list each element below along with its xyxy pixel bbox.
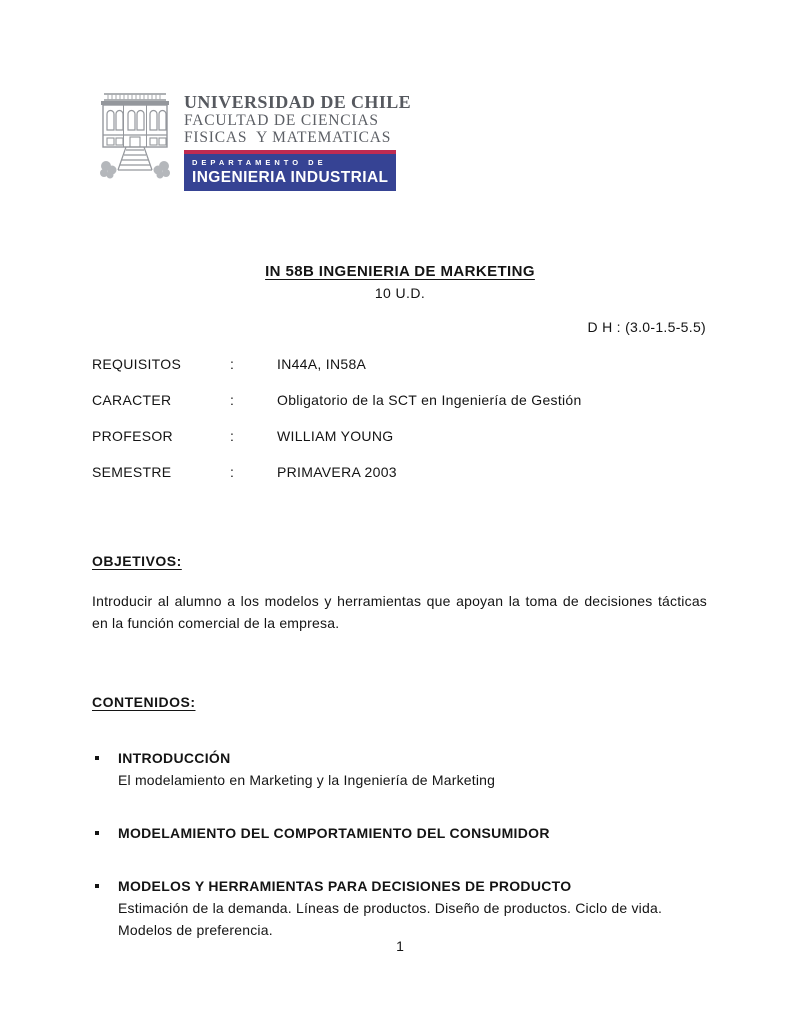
info-value: WILLIAM YOUNG xyxy=(277,428,394,444)
info-label: REQUISITOS xyxy=(92,356,182,372)
university-name: UNIVERSIDAD DE CHILE xyxy=(184,92,412,112)
info-row-requisitos xyxy=(92,356,707,378)
course-credits: 10 U.D. xyxy=(374,285,426,301)
university-building-icon xyxy=(95,90,175,182)
course-title: IN 58B INGENIERIA DE MARKETING xyxy=(265,263,535,280)
bullet-icon xyxy=(95,756,99,760)
course-hours: D H : (3.0-1.5-5.5) xyxy=(587,319,706,335)
info-row-profesor xyxy=(92,428,707,450)
objetivos-heading: OBJETIVOS: xyxy=(92,553,182,569)
info-value: IN44A, IN58A xyxy=(277,356,367,372)
objetivos-paragraph: Introducir al alumno a los modelos y herramientas que apoyan la toma de decisiones tácticas en la función comercial de la empresa. xyxy=(92,593,707,631)
item-title: MODELAMIENTO DEL COMPORTAMIENTO DEL CONSUMIDOR xyxy=(118,825,550,841)
logo-text xyxy=(184,90,411,191)
list-item xyxy=(92,875,707,941)
objetivos-section xyxy=(92,553,707,634)
bullet-icon xyxy=(95,884,99,888)
info-row-caracter xyxy=(92,392,707,414)
item-title: INTRODUCCIÓN xyxy=(118,750,231,766)
info-value: PRIMAVERA 2003 xyxy=(277,464,397,480)
course-info-table xyxy=(92,356,707,500)
contenidos-section xyxy=(92,694,707,941)
item-detail: Estimación de la demanda. Líneas de productos. Diseño de productos. Ciclo de vida. Modelos de preferencia. xyxy=(118,900,663,938)
info-separator: : xyxy=(230,464,235,480)
page-number: 1 xyxy=(396,938,404,954)
bullet-icon xyxy=(95,831,99,835)
info-separator: : xyxy=(230,392,235,408)
university-logo xyxy=(95,90,411,191)
info-label: CARACTER xyxy=(92,392,172,408)
contenidos-heading: CONTENIDOS: xyxy=(92,694,196,710)
department-banner xyxy=(184,150,396,191)
list-item xyxy=(92,822,707,844)
item-title: MODELOS Y HERRAMIENTAS PARA DECISIONES DE PRODUCTO xyxy=(118,878,572,894)
title-block xyxy=(0,263,800,301)
info-label: PROFESOR xyxy=(92,428,173,444)
info-value: Obligatorio de la SCT en Ingeniería de Gestión xyxy=(277,392,582,408)
info-label: SEMESTRE xyxy=(92,464,172,480)
department-label: DEPARTAMENTO DE xyxy=(192,158,327,167)
list-item xyxy=(92,747,707,791)
info-row-semestre xyxy=(92,464,707,486)
contenidos-list xyxy=(92,747,707,941)
item-detail: El modelamiento en Marketing y la Ingeniería de Marketing xyxy=(118,772,496,788)
faculty-line-1: FACULTAD DE CIENCIAS xyxy=(184,112,379,129)
info-separator: : xyxy=(230,356,235,372)
department-name: INGENIERIA INDUSTRIAL xyxy=(192,169,389,186)
info-separator: : xyxy=(230,428,235,444)
faculty-line-2: FISICAS Y MATEMATICAS xyxy=(184,129,392,146)
